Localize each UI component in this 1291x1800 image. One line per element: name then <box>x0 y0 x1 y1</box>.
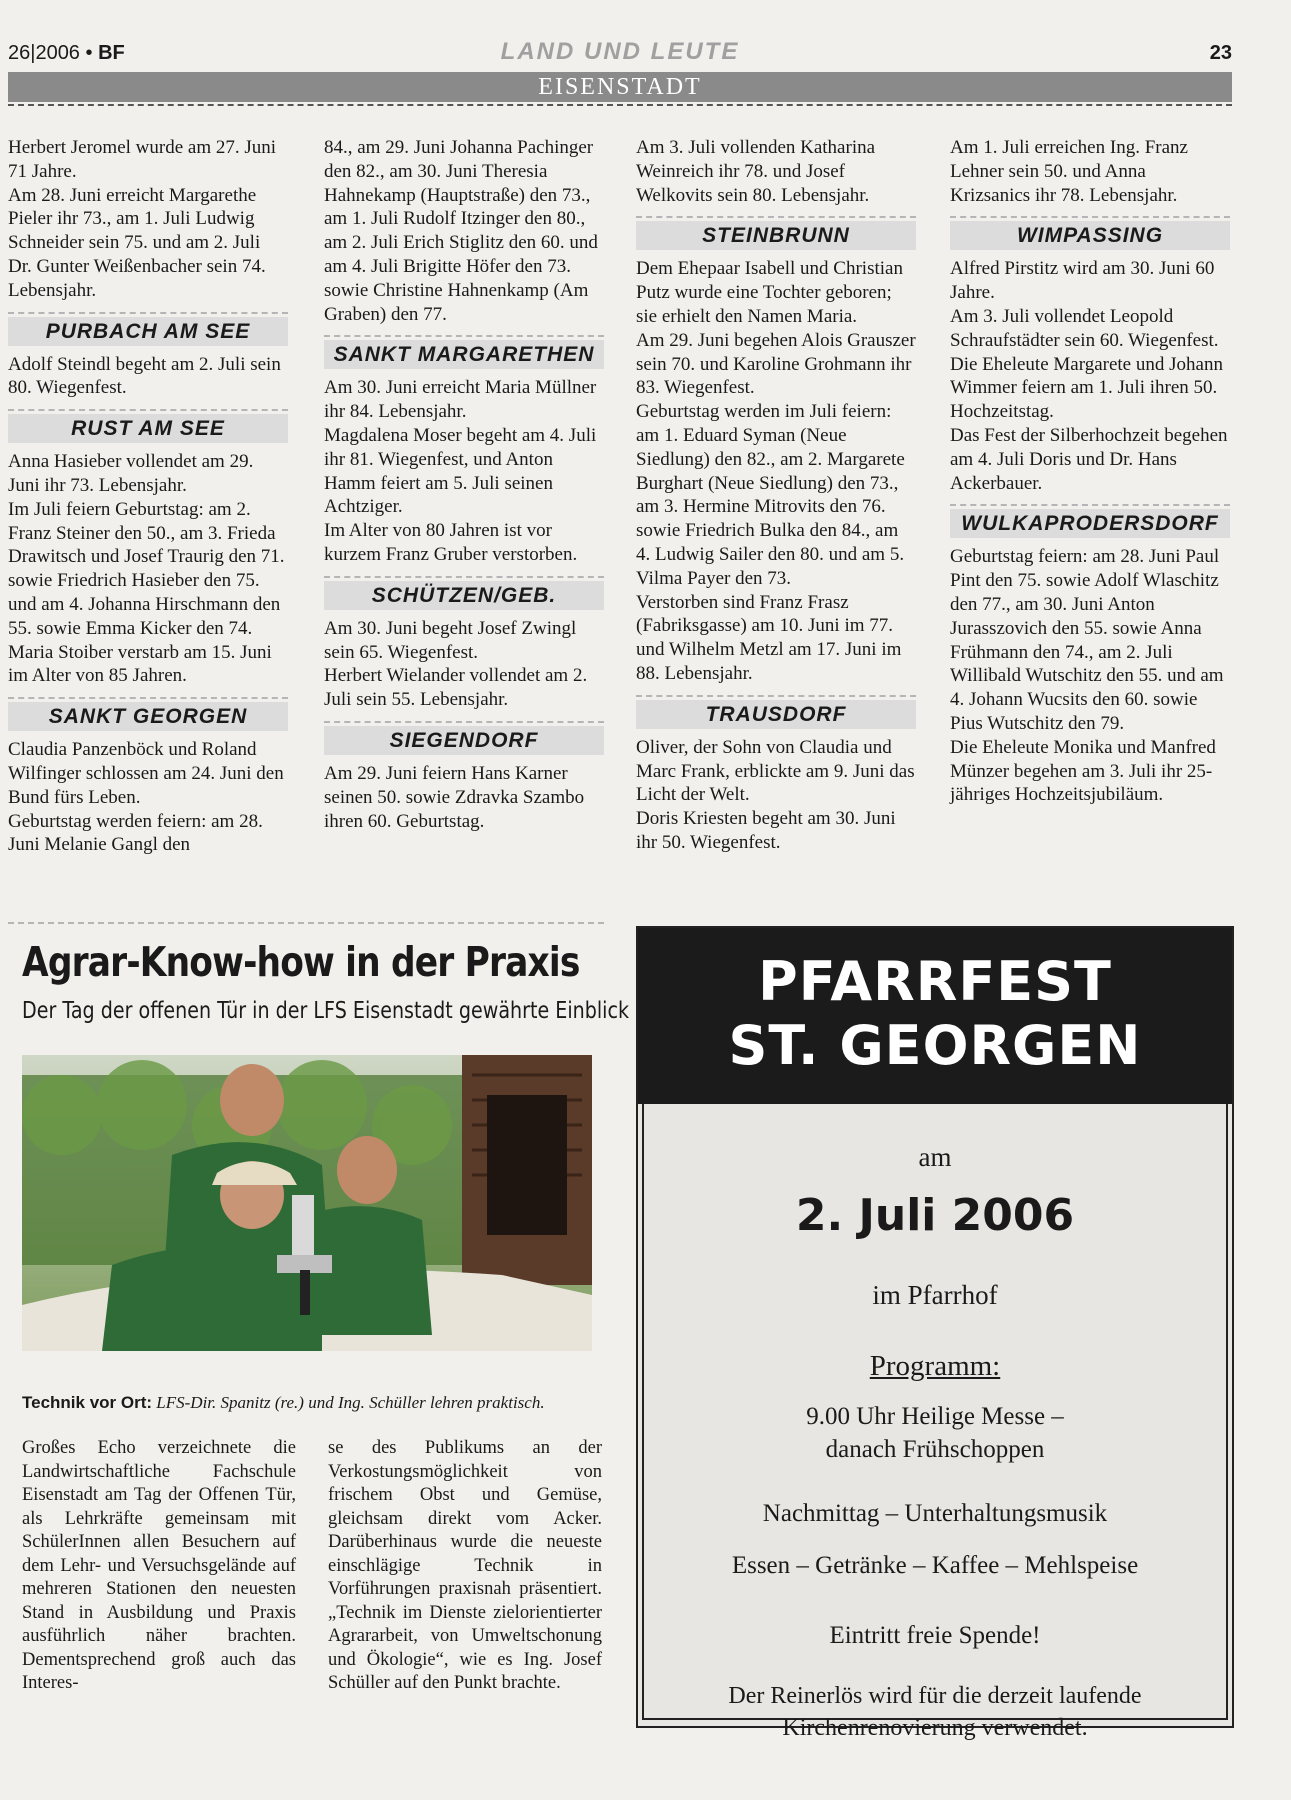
section-heading: PURBACH AM SEE <box>8 317 288 346</box>
paragraph: Verstorben sind Franz Frasz (Fabriksgasse) am 10. Juni im 77. und Wilhelm Metzl am 17. Juni im 88. Lebensjahr. <box>636 591 902 684</box>
ad-content <box>642 1104 1228 1741</box>
page-header <box>8 38 1232 72</box>
section-heading: SANKT GEORGEN <box>8 702 288 731</box>
paragraph: Oliver, der Sohn von Claudia und Marc Frank, erblickte am 9. Juni das Licht der Welt. <box>636 736 915 806</box>
column-2 <box>324 136 604 833</box>
paragraph: Die Eheleute Monika und Manfred Münzer begehen am 3. Juli ihr 25-jähriges Hochzeitsjubiläum. <box>950 736 1216 806</box>
paper-name: BF <box>98 42 125 64</box>
paragraph: Am 30. Juni begeht Josef Zwingl sein 65. Wiegenfest. <box>324 617 577 663</box>
ad-title-line1: PFARRFEST <box>758 950 1112 1013</box>
article-photo <box>22 1055 592 1351</box>
ad-program-heading: Programm: <box>869 1350 1001 1382</box>
paragraph: Das Fest der Silberhochzeit begehen am 4. Juli Doris und Dr. Hans Ackerbauer. <box>950 424 1228 494</box>
column-1 <box>8 136 288 857</box>
paragraph: Geburtstag werden feiern: am 28. Juni Melanie Gangl den <box>8 810 263 856</box>
ad-place: im Pfarrhof <box>872 1280 998 1310</box>
ad-program-item-1 <box>644 1400 1226 1466</box>
page-number: 23 <box>1209 42 1232 64</box>
article-body <box>22 1437 602 1696</box>
paragraph: Im Alter von 80 Jahren ist vor kurzem Franz Gruber verstorben. <box>324 520 578 565</box>
section-heading: SIEGENDORF <box>324 726 604 755</box>
paragraph: Am 3. Juli vollendet Leopold Schraufstädter sein 60. Wiegenfest. <box>950 305 1219 351</box>
column-4 <box>950 136 1230 807</box>
ad-entry-note: Eintritt freie Spende! <box>829 1622 1041 1649</box>
article-divider <box>8 922 604 924</box>
caption-text: LFS-Dir. Spanitz (re.) und Ing. Schüller lehren praktisch. <box>156 1393 545 1412</box>
paragraph: Alfred Pirstitz wird am 30. Juni 60 Jahre. <box>950 258 1215 304</box>
paragraph: Am 29. Juni begehen Alois Grauszer sein 70. und Karoline Grohmann ihr 83. Wiegenfest. <box>636 329 916 399</box>
photo-caption <box>22 1393 602 1413</box>
paragraph: Am 3. Juli vollenden Katharina Weinreich ihr 78. und Josef Welkovits sein 80. Lebensjahr. <box>636 137 876 206</box>
header-divider <box>8 104 1232 106</box>
section-header <box>324 335 604 369</box>
pfarrfest-advertisement <box>636 926 1234 1741</box>
caption-label: Technik vor Ort: <box>22 1393 153 1412</box>
ad-program-item-3: Essen – Getränke – Kaffee – Mehlspeise <box>731 1552 1139 1579</box>
ad-item1-line1: 9.00 Uhr Heilige Messe – <box>806 1403 1064 1430</box>
header-bullet: • <box>85 42 93 64</box>
section-heading: WULKAPRODERSDORF <box>950 509 1230 538</box>
photo-illustration <box>22 1055 592 1351</box>
section-heading: SCHÜTZEN/GEB. <box>324 581 604 610</box>
section-header <box>950 504 1230 538</box>
section-heading: RUST AM SEE <box>8 414 288 443</box>
paragraph: Im Juli feiern Geburtstag: am 2. Franz Steiner den 50., am 3. Frieda Drawitsch und Josef Traurig den 71. sowie Friedrich Hasieber den 75. und am 4. Johanna Hirschmann den 55. sowie Emma Kicker den 74. <box>8 498 285 639</box>
paragraph: Doris Kriesten begeht am 30. Juni ihr 50. Wiegenfest. <box>636 808 896 853</box>
paragraph: Am 1. Juli erreichen Ing. Franz Lehner sein 50. und Anna Krizsanics ihr 78. Lebensjahr. <box>950 137 1188 206</box>
paragraph: Adolf Steindl begeht am 2. Juli sein 80. Wiegenfest. <box>8 353 281 399</box>
paragraph: Die Eheleute Margarete und Johann Wimmer feiern am 1. Juli ihren 50. Hochzeitstag. <box>950 353 1223 423</box>
section-header <box>950 216 1230 250</box>
paragraph: Magdalena Moser begeht am 4. Juli ihr 81. Wiegenfest, und Anton Hamm feiert am 5. Juli seinen Achtziger. <box>324 424 597 518</box>
section-header <box>8 312 288 346</box>
region-banner <box>8 72 1232 102</box>
paragraph: Am 28. Juni erreicht Margarethe Pieler ihr 73., am 1. Juli Ludwig Schneider sein 75. und am 2. Juli Dr. Gunter Weißenbacher sein 74. Lebensjahr. <box>8 184 266 301</box>
section-header <box>324 721 604 755</box>
paragraph: Am 29. Juni feiern Hans Karner seinen 50. sowie Zdravka Szambo ihren 60. Geburtstag. <box>324 762 585 832</box>
article-column-left: Großes Echo verzeichnete die Landwirtschaftliche Fachschule Eisenstadt am Tag der Offenen Tür, als Lehrkräfte gemeinsam mit SchülerInnen allen Besuchern auf dem Lehr- und Versuchsgelände auf mehreren Stationen den neuesten Stand in Ausbildung und Praxis ausführlich näher brachten. Dementsprechend groß auch das Interes- <box>22 1438 296 1693</box>
section-heading: TRAUSDORF <box>636 700 916 729</box>
ad-program-item-2: Nachmittag – Unterhaltungsmusik <box>762 1500 1108 1527</box>
section-header <box>636 695 916 729</box>
paragraph: Claudia Panzenböck und Roland Wilfinger schlossen am 24. Juni den Bund fürs Leben. <box>8 739 284 808</box>
section-title: LAND UND LEUTE <box>500 38 740 65</box>
ad-header <box>638 928 1232 1104</box>
ad-item1-line2: danach Frühschoppen <box>825 1436 1045 1463</box>
section-heading: SANKT MARGARETHEN <box>324 340 604 369</box>
paragraph: Am 30. Juni erreicht Maria Müllner ihr 84. Lebensjahr. <box>324 377 597 423</box>
ad-footer-line1: Der Reinerlös wird für die derzeit laufende <box>728 1683 1142 1709</box>
paragraph: Herbert Wielander vollendet am 2. Juli sein 55. Lebensjahr. <box>324 665 588 711</box>
ad-title-line2: ST. GEORGEN <box>728 1014 1142 1077</box>
paragraph: Dem Ehepaar Isabell und Christian Putz wurde eine Tochter geboren; sie erhielt den Namen Maria. <box>636 258 903 327</box>
section-header <box>636 216 916 250</box>
paragraph: Anna Hasieber vollendet am 29. Juni ihr 73. Lebensjahr. <box>8 451 254 496</box>
column-3 <box>636 136 916 855</box>
ad-date: 2. Juli 2006 <box>795 1190 1075 1241</box>
paragraph: Geburtstag werden im Juli feiern: am 1. Eduard Syman (Neue Siedlung) den 82., am 2. Margarete Burghart (Neue Siedlung) den 73., am 3. Hermine Mitrovits den 76. sowie Friedrich Bulka den 84., am 4. Ludwig Sailer den 80. und am 5. Vilma Payer den 73. <box>636 401 905 589</box>
section-header <box>8 697 288 731</box>
paragraph: 84., am 29. Juni Johanna Pachinger den 82., am 30. Juni Theresia Hahnekamp (Hauptstraße) den 73., am 1. Juli Rudolf Itzinger den 80., am 2. Juli Erich Stiglitz den 60. und am 4. Juli Brigitte Höfer den 73. sowie Christine Hahnenkamp (Am Graben) den 77. <box>324 137 598 325</box>
ad-footer-line2: Kirchenrenovierung verwendet. <box>782 1715 1088 1741</box>
section-header <box>324 576 604 610</box>
article-title: Agrar-Know-how in der Praxis <box>22 938 580 986</box>
issue-number: 26|2006 <box>8 42 80 64</box>
paragraph: Herbert Jeromel wurde am 27. Juni 71 Jahre. <box>8 137 277 182</box>
paragraph: Geburtstag feiern: am 28. Juni Paul Pint den 75. sowie Adolf Wlaschitz den 77., am 30. Juni Anton Jurasszovich den 55. sowie Anna Frühmann den 74., am 2. Juli Willibald Wutschitz den 55. und am 4. Johann Wucsits den 60. sowie Pius Wutschitz den 79. <box>950 546 1224 734</box>
region-name: EISENSTADT <box>538 74 702 100</box>
section-heading: WIMPASSING <box>950 221 1230 250</box>
section-header <box>8 409 288 443</box>
section-heading: STEINBRUNN <box>636 221 916 250</box>
article-column-right: se des Publikums an der Verkostungsmöglichkeit von frischem Obst und Gemüse, gleichsam direkt vom Acker. Darüberhinaus wurde die neueste einschlägige Technik in Vorführungen praxisnah präsentiert. „Technik im Dienste zielorientierter Agrararbeit, von Umweltschonung und Ökologie“, wie es Ing. Josef Schüller auf den Punkt brachte. <box>328 1438 602 1693</box>
ad-footer <box>644 1680 1226 1744</box>
article-subtitle: Der Tag der offenen Tür in der LFS Eisenstadt gewährte Einblick <box>22 998 630 1024</box>
paragraph: Maria Stoiber verstarb am 15. Juni im Alter von 85 Jahren. <box>8 641 272 687</box>
ad-am: am <box>918 1142 952 1172</box>
